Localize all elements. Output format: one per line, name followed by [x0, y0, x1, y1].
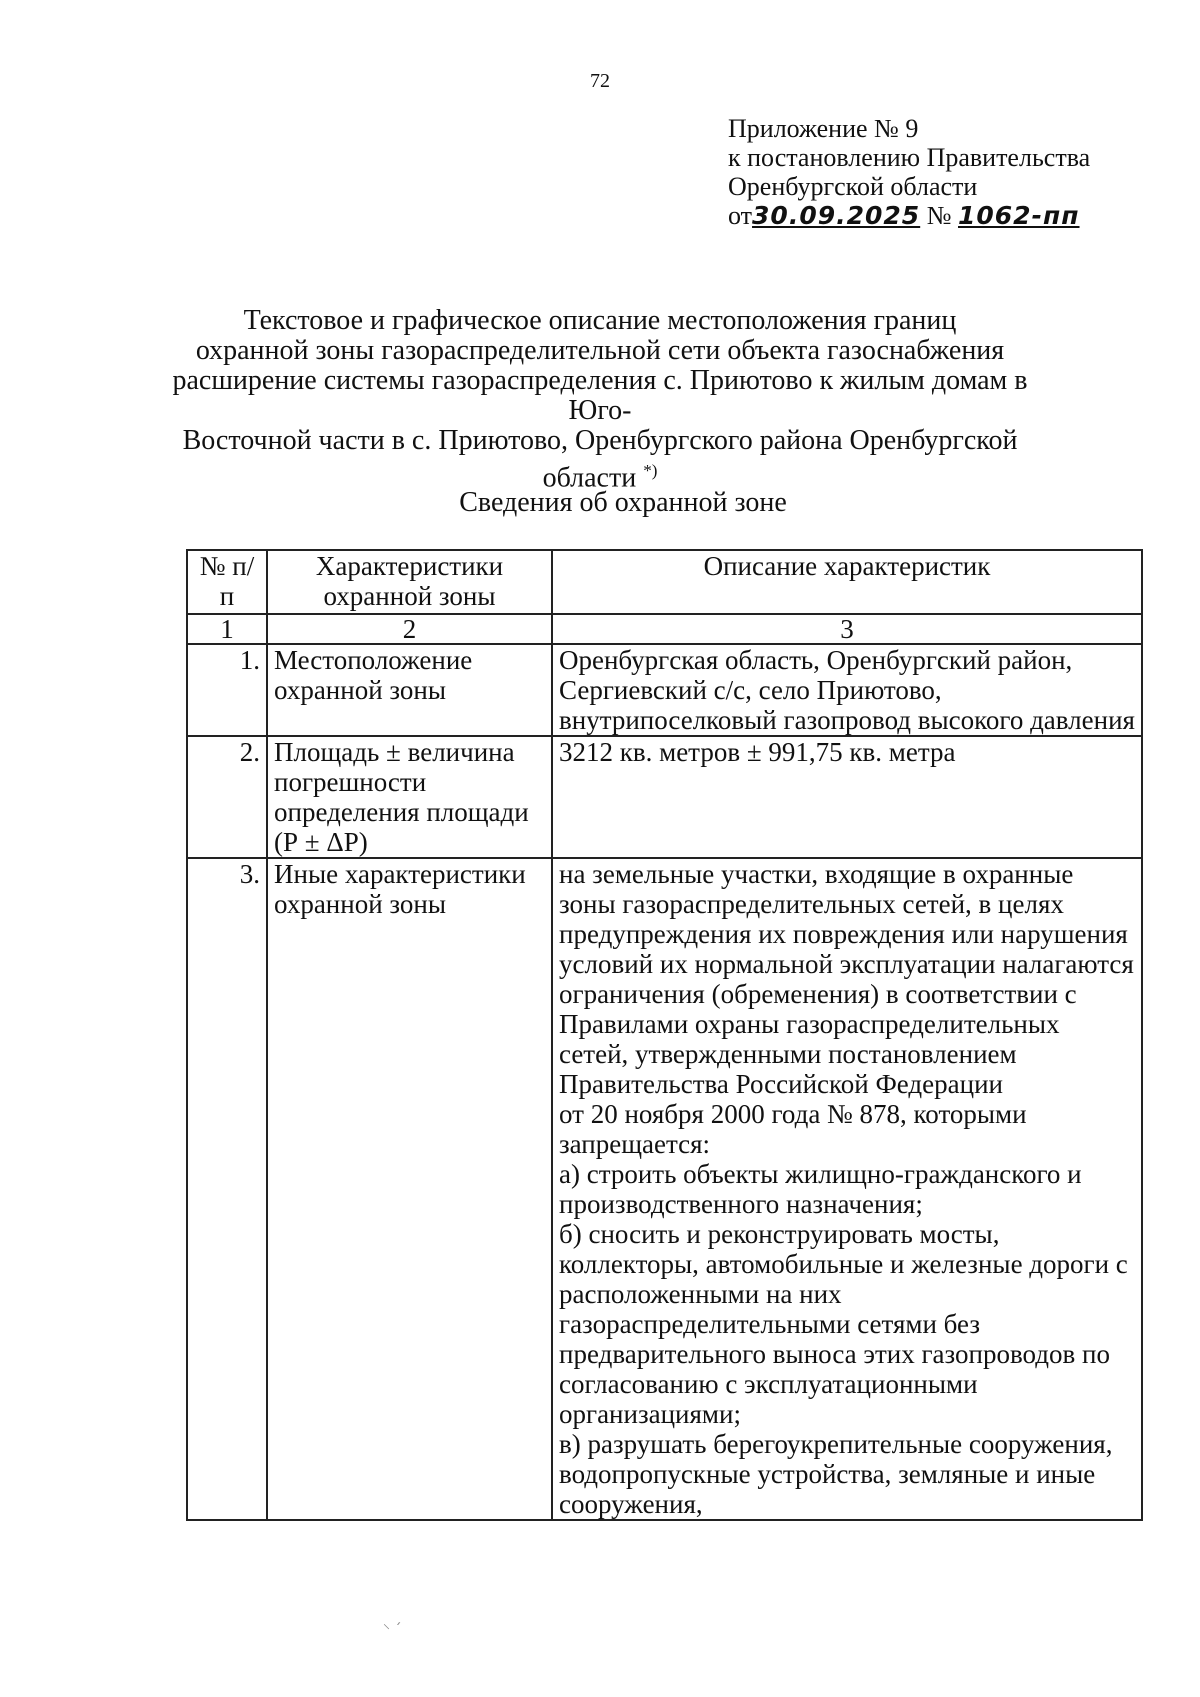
appendix-date-line — [728, 201, 1090, 230]
restriction-item-c: в) разрушать берегоукрепительные сооружения, водопропускные устройства, земляные и иные сооружения, — [559, 1429, 1113, 1519]
header-characteristic: Характеристики охранной зоны — [267, 550, 552, 614]
appendix-block — [728, 114, 1090, 230]
handwritten-number: 1062-пп — [958, 201, 1080, 230]
column-number-3: 3 — [552, 614, 1142, 644]
appendix-line-3: Оренбургской области — [728, 172, 978, 201]
appendix-line-1: Приложение № 9 — [728, 114, 919, 143]
row-characteristic: Местоположение охранной зоны — [267, 644, 552, 736]
row-number: 2. — [187, 736, 267, 858]
table-header-row — [187, 550, 1142, 614]
restriction-intro: на земельные участки, входящие в охранные зоны газораспределительных сетей, в целях предупреждения их повреждения или нарушения условий их нормальной эксплуатации налагаются ограничения (обременения) в соответствии с Правилами охраны газораспределительных сетей, утвержденными постановлением Правительства Российской Федерации — [559, 859, 1134, 1099]
title-line-4: Восточной части в с. Приютово, Оренбургского района Оренбургской — [182, 425, 1018, 456]
handwritten-date: 30.09.2025 — [752, 201, 921, 230]
document-title — [150, 306, 1050, 493]
header-description: Описание характеристик — [552, 550, 1142, 614]
table-column-numbers-row — [187, 614, 1142, 644]
row-number: 1. — [187, 644, 267, 736]
restriction-item-b: б) сносить и реконструировать мосты, коллекторы, автомобильные и железные дороги с расположенными на них газораспределительными сетями без предварительного выноса этих газопроводов по согласованию с эксплуатационными организациями; — [559, 1219, 1128, 1429]
title-line-5-text: области — [542, 462, 637, 494]
restriction-item-a: а) строить объекты жилищно-гражданского и производственного назначения; — [559, 1159, 1082, 1219]
header-num: № п/п — [187, 550, 267, 614]
appendix-line-2: к постановлению Правительства — [728, 143, 1091, 172]
row-characteristic: Площадь ± величина погрешности определения площади (Р ± ΔР) — [267, 736, 552, 858]
row-number: 3. — [187, 858, 267, 1520]
table-row — [187, 736, 1142, 858]
row-description: 3212 кв. метров ± 991,75 кв. метра — [552, 736, 1142, 858]
row-characteristic: Иные характеристики охранной зоны — [267, 858, 552, 1520]
title-line-3: расширение системы газораспределения с. Приютово к жилым домам в Юго- — [172, 365, 1028, 426]
number-prefix: № — [920, 201, 958, 230]
title-line-2: охранной зоны газораспределительной сети объекта газоснабжения — [195, 335, 1005, 366]
table-row — [187, 644, 1142, 736]
scan-mark: ⸌ ˊ — [383, 1622, 402, 1638]
column-number-2: 2 — [267, 614, 552, 644]
zone-table — [186, 549, 1143, 1521]
row-description: Оренбургская область, Оренбургский район, Сергиевский с/с, село Приютово, внутрипоселковый газопровод высокого давления — [552, 644, 1142, 736]
section-subtitle: Сведения об охранной зоне — [459, 487, 787, 518]
column-number-1: 1 — [187, 614, 267, 644]
restriction-intro-2: от 20 ноября 2000 года № 878, которыми запрещается: — [559, 1099, 1027, 1159]
table-row — [187, 858, 1142, 1520]
page-number: 72 — [590, 70, 610, 92]
date-prefix: от — [728, 201, 753, 230]
title-line-1: Текстовое и графическое описание местоположения границ — [243, 305, 957, 336]
row-description — [552, 858, 1142, 1520]
footnote-mark: *) — [643, 461, 658, 480]
